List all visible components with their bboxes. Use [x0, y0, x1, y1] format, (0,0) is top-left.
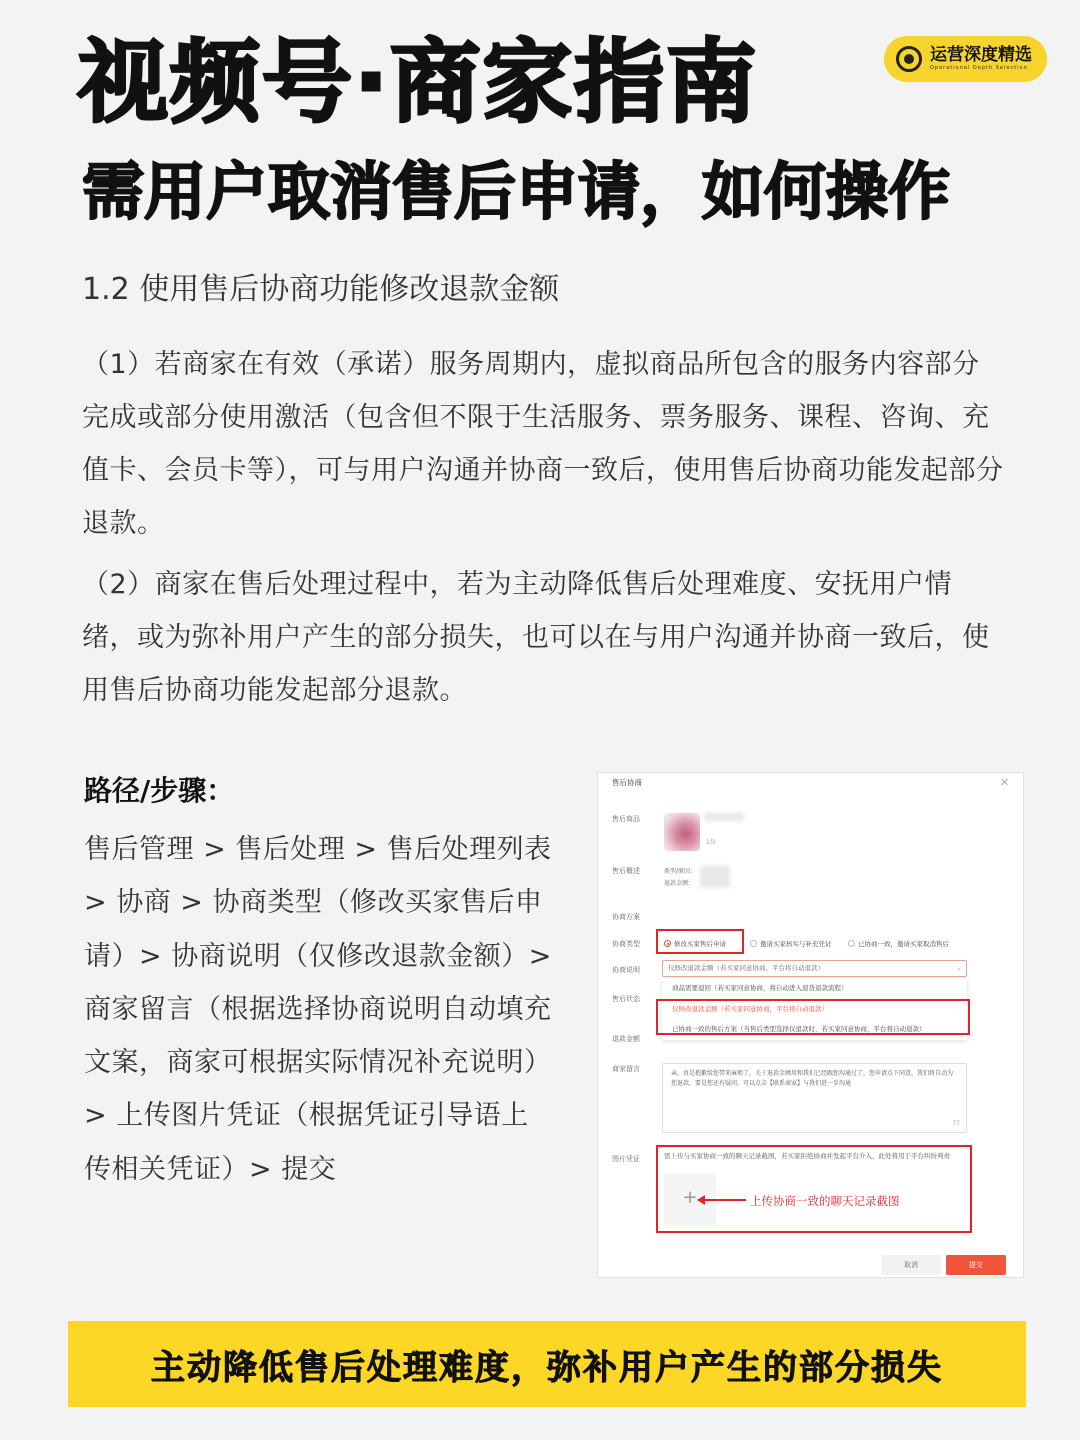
brand-name: 运营深度精选 [930, 45, 1032, 65]
submit-button[interactable]: 提交 [946, 1255, 1006, 1275]
label-summary: 售后概述 [612, 867, 640, 875]
banner-text: 主动降低售后处理难度，弥补用户产生的部分损失 [151, 1347, 943, 1388]
section-title: 1.2 使用售后协商功能修改退款金额 [82, 272, 560, 307]
label-message: 商家留言 [612, 1065, 640, 1073]
plus-icon: + [682, 1187, 698, 1208]
dialog-title: 售后协商 [612, 778, 642, 787]
type-option-invite[interactable] [750, 939, 832, 948]
highlight-box-upload [656, 1145, 972, 1233]
highlight-box-type [656, 929, 744, 954]
blurred-text [700, 866, 730, 888]
dropdown-item[interactable]: 已协商一致的售后方案（当售后类型选择仅退款时，若买家同意协商，平台将自动退款） [672, 1025, 926, 1033]
radio-icon [750, 940, 757, 947]
dropdown-item-selected[interactable]: 仅修改退款金额（若买家同意协商，平台将自动退款） [672, 1005, 828, 1013]
brand-logo-icon [896, 46, 922, 72]
brand-badge [884, 36, 1047, 82]
type-option-label: 已协商一致，邀请买家取消售后 [858, 940, 949, 948]
close-icon[interactable]: ✕ [1000, 776, 1010, 789]
chevron-down-icon: ⌄ [956, 964, 962, 972]
after-sale-dialog-screenshot [597, 772, 1024, 1278]
page-subtitle: 需用户取消售后申请，如何操作 [82, 155, 951, 228]
message-text: 亲，真是抱歉给您带来麻烦了，关于退款金额用和我们已经跟您沟通过了，您申请点下同意，我们将自动为您退款，要是您还有疑问，可以点击【联系商家】与我们进一步沟通 [671, 1070, 954, 1087]
label-plan: 协商方案 [612, 913, 640, 921]
label-proof: 图片凭证 [612, 1155, 640, 1163]
upload-tip: 需上传与买家协商一致的聊天记录截图，若买家拒绝协商并发起平台介入，此处将用于平台纠纷判责 [664, 1152, 950, 1160]
type-option-label: 邀请买家核实与补充凭证 [760, 940, 832, 948]
label-type: 协商类型 [612, 940, 640, 948]
steps-title: 路径/步骤： [84, 774, 235, 807]
highlight-box-desc [656, 999, 970, 1035]
radio-icon [848, 940, 855, 947]
dropdown-item[interactable]: 商品需要退回（若买家同意协商，将自动进入退货退款流程） [672, 984, 848, 992]
product-qty: 1份 [706, 839, 716, 846]
paragraph-1: （1）若商家在有效（承诺）服务周期内，虚拟商品所包含的服务内容部分完成或部分使用激活（包含但不限于生活服务、票务服务、课程、咨询、充值卡、会员卡等），可与用户沟通并协商一致后，使用售后协商功能发起部分退款。 [82, 349, 1004, 539]
desc-select[interactable] [662, 960, 967, 977]
label-amount: 退款金额 [612, 1035, 640, 1043]
blurred-text [704, 813, 744, 821]
summary-line-1: 类型/原因： [664, 868, 697, 875]
summary-line-2: 退款金额： [664, 880, 695, 887]
label-product: 售后商品 [612, 815, 640, 823]
message-count: 77 [952, 1120, 960, 1127]
upload-annotation: 上传协商一致的聊天记录截图 [750, 1194, 900, 1208]
bottom-banner [68, 1321, 1026, 1407]
product-thumbnail [664, 813, 700, 851]
cancel-button[interactable]: 取消 [881, 1255, 941, 1275]
merchant-message-textarea[interactable] [662, 1063, 967, 1133]
paragraph-2: （2）商家在售后处理过程中，若为主动降低售后处理难度、安抚用户情绪，或为弥补用户产生的部分损失，也可以在与用户沟通并协商一致后，使用售后协商功能发起部分退款。 [82, 569, 990, 706]
label-status: 售后状态 [612, 995, 640, 1003]
page-title: 视频号·商家指南 [78, 30, 759, 135]
brand-tagline: Operational Depth Selection [930, 65, 1028, 71]
type-option-cancel[interactable] [848, 939, 949, 948]
type-option-label: 修改买家售后申请 [674, 940, 726, 948]
steps-text: 售后管理 > 售后处理 > 售后处理列表 > 协商 > 协商类型（修改买家售后申请）> 协商说明（仅修改退款金额）> 商家留言（根据选择协商说明自动填充文案，商家可根据实际情况补充说明）> 上传图片凭证（根据凭证引导语上传相关凭证）> 提交 [84, 834, 552, 1185]
label-desc: 协商说明 [612, 966, 640, 974]
desc-select-value: 仅修改退款金额（若买家同意协商，平台将自动退款） [668, 964, 824, 972]
